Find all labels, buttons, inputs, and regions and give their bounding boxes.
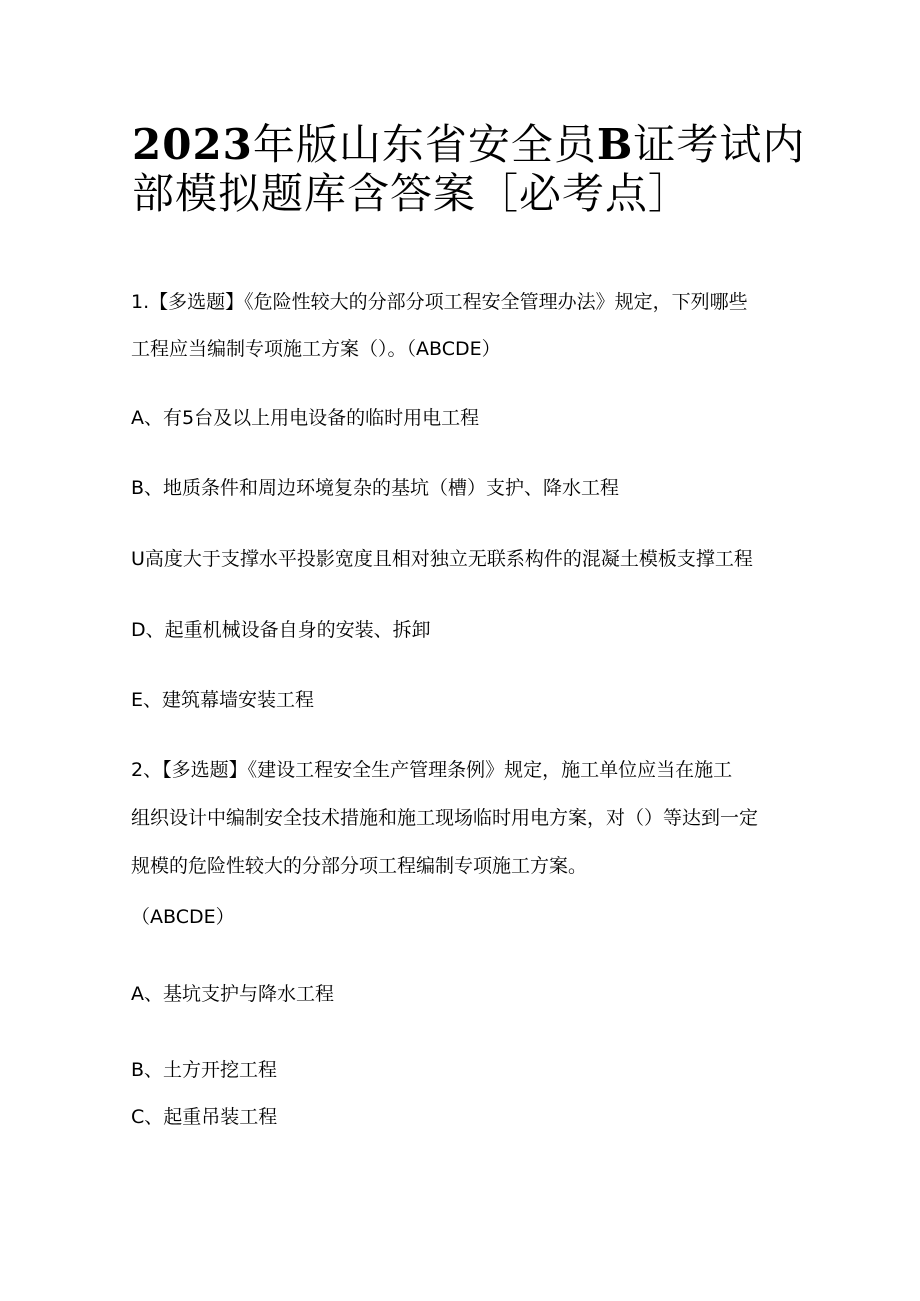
question-2-line-2: 组织设计中编制安全技术措施和施工现场临时用电方案，对（）等达到一定 [131,807,759,829]
question-2-line-3: 规模的危险性较大的分部分项工程编制专项施工方案。 [131,855,588,877]
question-1-option-d: D、起重机械设备自身的安装、拆卸 [131,619,431,641]
question-2-option-a: A、基坑支护与降水工程 [131,983,334,1005]
title-year: 2023 [132,120,253,169]
document-title-line-2: 部模拟题库含答案［必考点］ [132,169,692,218]
question-2-option-b: B、土方开挖工程 [131,1059,278,1081]
question-1-option-b: B、地质条件和周边环境复杂的基坑（槽）支护、降水工程 [131,477,620,499]
question-2-option-c: C、起重吊装工程 [131,1106,278,1128]
question-1-option-a: A、有5台及以上用电设备的临时用电工程 [131,407,480,429]
question-2-line-4: （ABCDE） [131,906,235,928]
title-grade: B [596,120,634,169]
question-2-line-1: 2、【多选题】《建设工程安全生产管理条例》规定，施工单位应当在施工 [131,759,733,781]
title-middle: 年版山东省安全员 [252,120,597,169]
question-1-line-2: 工程应当编制专项施工方案（）。（ABCDE） [131,338,501,360]
question-1-line-1: 1.【多选题】《危险性较大的分部分项工程安全管理办法》规定，下列哪些 [131,291,748,313]
question-1-option-e: E、建筑幕墙安装工程 [131,689,315,711]
title-end: 证考试内 [633,120,806,169]
question-1-option-c: U高度大于支撑水平投影宽度且相对独立无联系构件的混凝土模板支撑工程 [131,548,753,570]
